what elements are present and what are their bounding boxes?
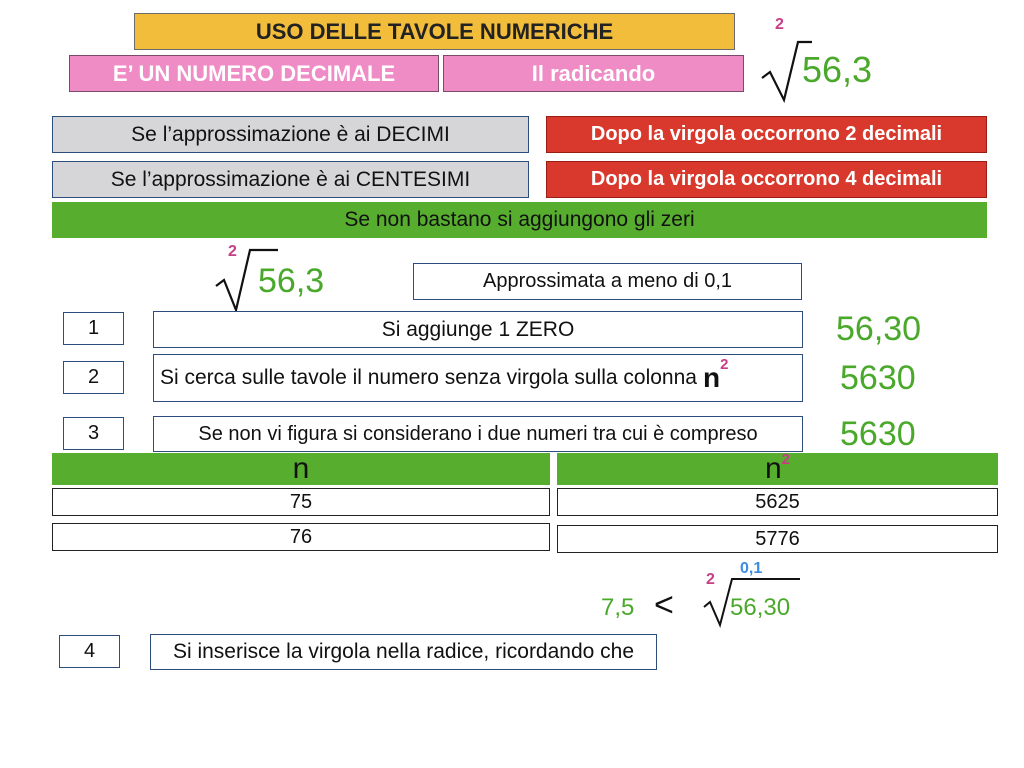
step-3-number: 3	[63, 417, 124, 450]
table-cell-n-squared: 5625	[557, 488, 998, 516]
root-radicand: 56,3	[802, 49, 873, 90]
rule-centesimi-condition: Se l’approssimazione è ai CENTESIMI	[52, 161, 529, 198]
number-type-label: E’ UN NUMERO DECIMALE	[69, 55, 439, 92]
step-1-number: 1	[63, 312, 124, 345]
step-4-number: 4	[59, 635, 120, 668]
rule-decimi-result: Dopo la virgola occorrono 2 decimali	[546, 116, 987, 153]
step-4-text: Si inserisce la virgola nella radice, ricordando che	[150, 634, 657, 670]
column-label: n	[292, 453, 310, 485]
rule-decimi-condition: Se l’approssimazione è ai DECIMI	[52, 116, 529, 153]
inequality-left-value: 7,5	[601, 594, 635, 621]
approximation-box: Approssimata a meno di 0,1	[413, 263, 802, 300]
rule-centesimi-result: Dopo la virgola occorrono 4 decimali	[546, 161, 987, 198]
less-than-sign: <	[654, 586, 674, 624]
column-exponent: 2	[781, 453, 791, 468]
step-2-result: 5630	[840, 359, 916, 397]
step-2-exponent: 2	[720, 355, 729, 373]
column-label: n	[764, 453, 782, 485]
table-header-n	[52, 453, 550, 485]
step-2-text: Si cerca sulle tavole il numero senza virgola sulla colonna	[160, 366, 697, 389]
page-title: USO DELLE TAVOLE NUMERICHE	[134, 13, 735, 50]
step-2-symbol: n	[702, 362, 721, 393]
step-2-box	[153, 354, 803, 402]
root-index: 2	[228, 243, 237, 260]
step-1-result: 56,30	[836, 310, 922, 348]
root-index: 2	[775, 16, 784, 33]
step-3-text: Se non vi figura si considerano i due numeri tra cui è compreso	[153, 416, 803, 452]
root-index: 2	[706, 571, 715, 588]
step-2-number: 2	[63, 361, 124, 394]
step-1-text: Si aggiunge 1 ZERO	[153, 311, 803, 348]
table-cell-n: 76	[52, 523, 550, 551]
table-cell-n-squared: 5776	[557, 525, 998, 553]
table-cell-n: 75	[52, 488, 550, 516]
zeros-note-bar: Se non bastano si aggiungono gli zeri	[52, 202, 987, 238]
precision-value: 0,1	[740, 560, 763, 577]
table-header-n-squared	[557, 453, 998, 485]
radicand-label: Il radicando	[443, 55, 744, 92]
example-radicand: 56,3	[258, 262, 325, 300]
step-3-result: 5630	[840, 415, 916, 453]
inequality-radicand: 56,30	[730, 594, 791, 621]
